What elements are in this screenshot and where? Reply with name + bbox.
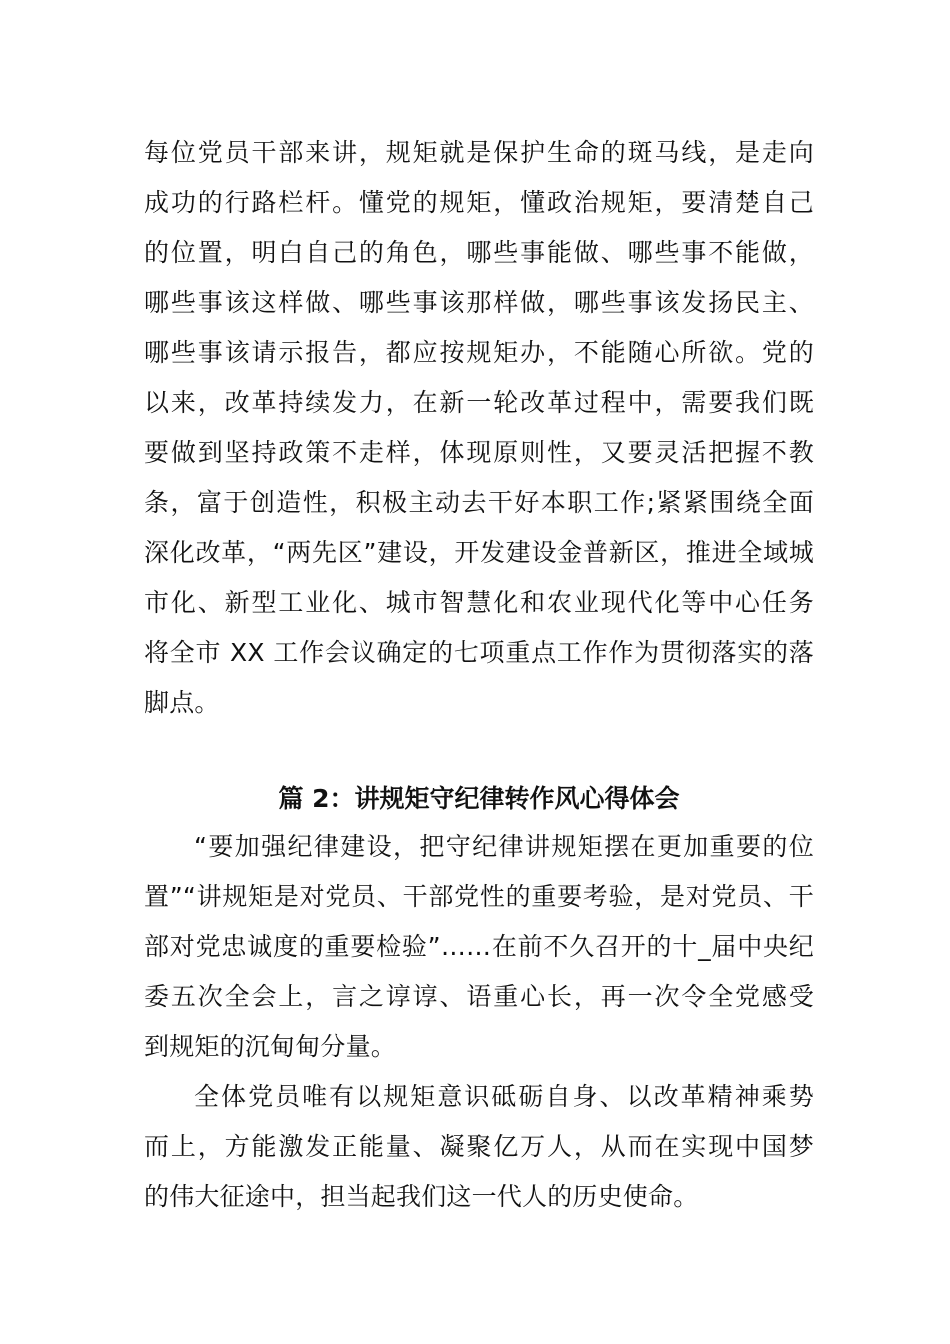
text-line: 到规矩的沉甸甸分量。 [144,1032,397,1061]
text-line: 哪些事该这样做、哪些事该那样做，哪些事该发扬民主、 [144,288,814,317]
text-line: 而上，方能激发正能量、凝聚亿万人，从而在实现中国梦 [144,1132,814,1161]
section-heading: 篇 2：讲规矩守纪律转作风心得体会 [278,784,680,813]
text-line: “要加强纪律建设，把守纪律讲规矩摆在更加重要的位 [194,832,814,861]
text-line: 成功的行路栏杆。懂党的规矩，懂政治规矩，要清楚自己 [144,188,814,217]
text-line: 置”“讲规矩是对党员、干部党性的重要考验，是对党员、干 [144,882,814,911]
paragraph-2 [144,822,814,1072]
text-line: 将全市 XX 工作会议确定的七项重点工作作为贯彻落实的落 [144,638,814,667]
text-line: 委五次全会上，言之谆谆、语重心长，再一次令全党感受 [144,982,814,1011]
text-line: 深化改革，“两先区”建设，开发建设金普新区，推进全域城 [144,538,814,567]
text-line: 部对党忠诚度的重要检验”……在前不久召开的十_届中央纪 [144,932,814,961]
paragraph-3 [144,1072,814,1222]
paragraph-1 [144,128,814,728]
text-line: 全体党员唯有以规矩意识砥砺自身、以改革精神乘势 [194,1082,814,1111]
text-line: 脚点。 [144,688,220,717]
text-line: 每位党员干部来讲，规矩就是保护生命的斑马线，是走向 [144,138,814,167]
text-line: 市化、新型工业化、城市智慧化和农业现代化等中心任务 [144,588,814,617]
text-line: 的伟大征途中，担当起我们这一代人的历史使命。 [144,1182,699,1211]
text-line: 要做到坚持政策不走样，体现原则性，又要灵活把握不教 [144,438,814,467]
text-line: 哪些事该请示报告，都应按规矩办，不能随心所欲。党的 [144,338,814,367]
text-line: 以来，改革持续发力，在新一轮改革过程中，需要我们既 [144,388,814,417]
text-line: 条，富于创造性，积极主动去干好本职工作;紧紧围绕全面 [144,488,814,517]
text-line: 的位置，明白自己的角色，哪些事能做、哪些事不能做， [144,238,814,267]
